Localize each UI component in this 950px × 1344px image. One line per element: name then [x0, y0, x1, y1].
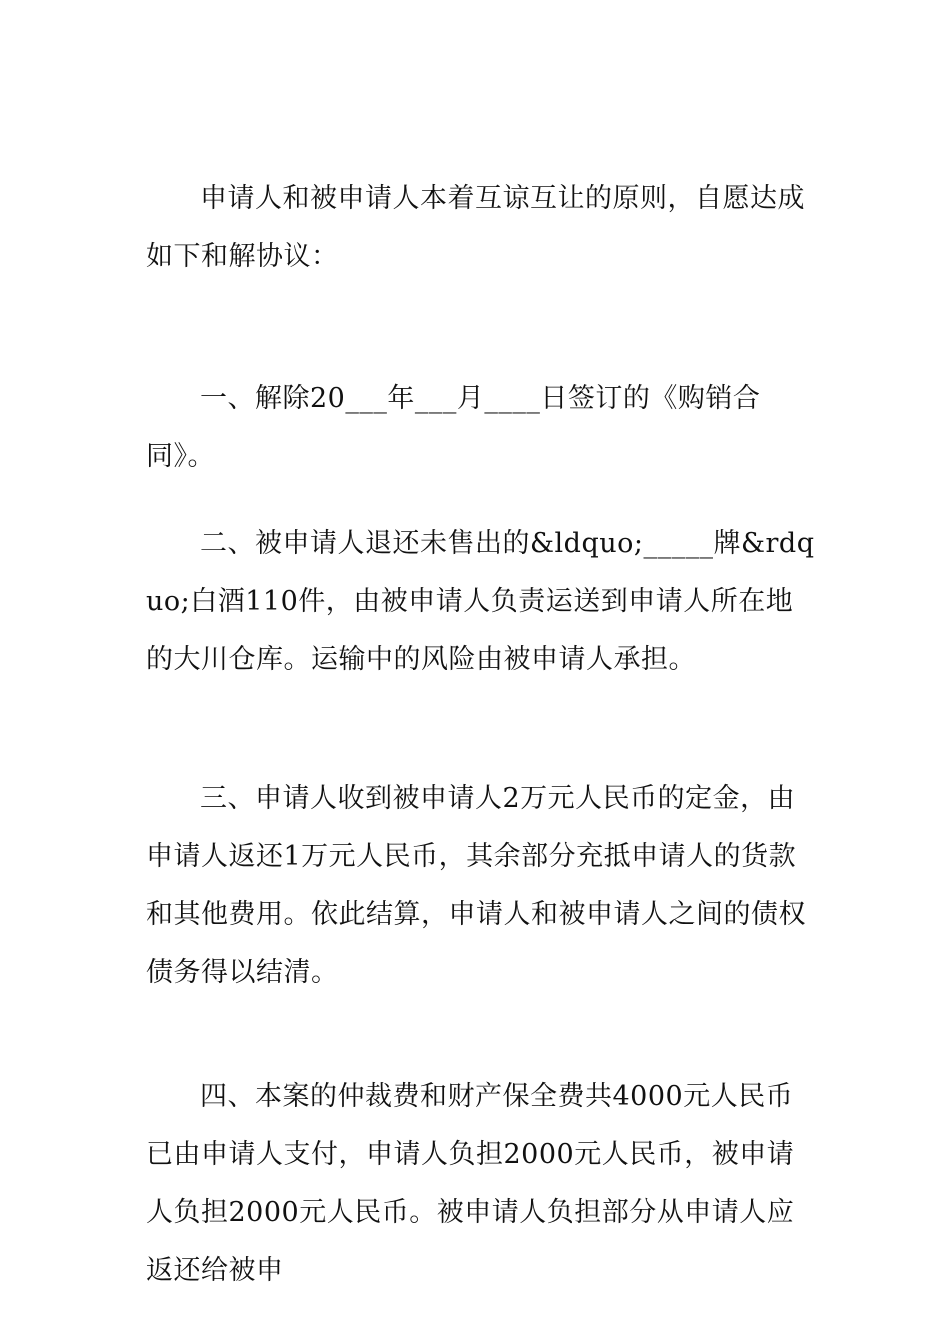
paragraph-intro: 申请人和被申请人本着互谅互让的原则，自愿达成如下和解协议：: [146, 183, 805, 272]
paragraph-clause-4: 四、本案的仲裁费和财产保全费共4000元人民币已由申请人支付，申请人负担2000元人民币，被申请人负担2000元人民币。被申请人负担部分从申请人应返还给被申: [146, 1081, 795, 1286]
paragraph-clause-1: 一、解除20___年___月____日签订的《购销合同》。: [146, 383, 761, 472]
paragraph-clause-3: 三、申请人收到被申请人2万元人民币的定金，由申请人返还1万元人民币，其余部分充抵申请人的货款和其他费用。依此结算，申请人和被申请人之间的债权债务得以结清。: [146, 783, 806, 988]
paragraph-clause-2: 二、被申请人退还未售出的&ldquo;_____牌&rdquo;白酒110件，由被申请人负责运送到申请人所在地的大川仓库。运输中的风险由被申请人承担。: [146, 528, 815, 675]
